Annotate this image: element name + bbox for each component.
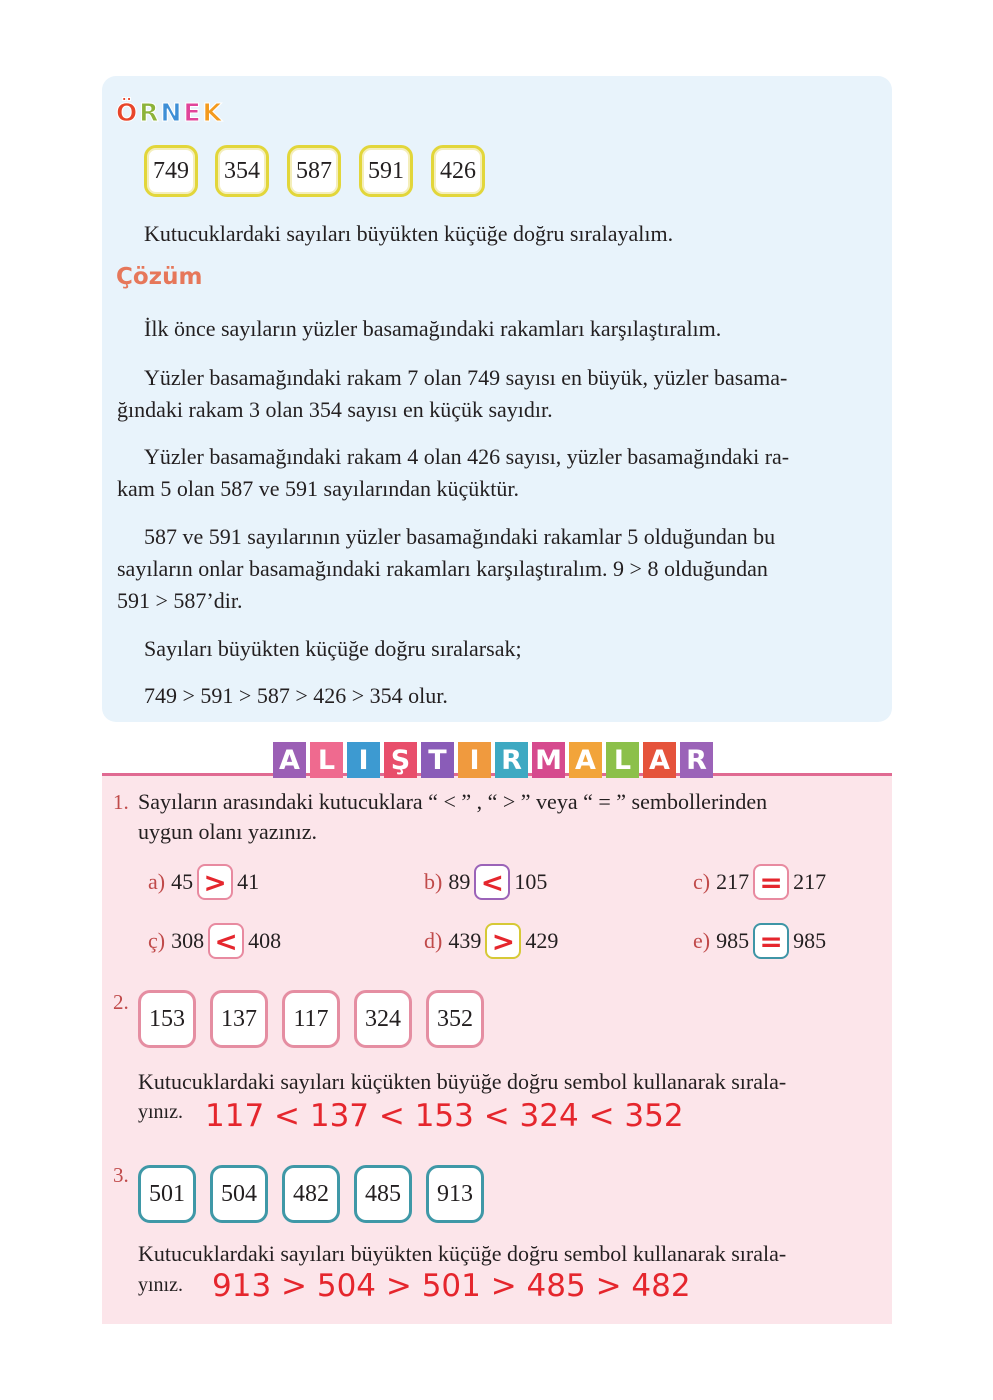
answer-text: 913 > 504 > 501 > 485 > 482 <box>212 1268 691 1304</box>
exercise-title-letter: L <box>606 742 639 778</box>
right-number: 41 <box>237 869 260 894</box>
solution-result: 749 > 591 > 587 > 426 > 354 olur. <box>144 683 448 708</box>
solution-title: Çözüm <box>116 264 203 290</box>
solution-paragraph-1: İlk önce sayıların yüzler basamağındaki rakamları karşılaştıralım. <box>144 316 722 341</box>
example-question: Kutucuklardaki sayıları büyükten küçüğe doğru sıralayalım. <box>144 221 674 246</box>
exercise-title-letter: T <box>421 742 454 778</box>
right-number: 429 <box>525 928 559 953</box>
title-letter: E <box>183 98 203 127</box>
solution-paragraph-4c: 591 > 587’dir. <box>117 588 243 613</box>
exercise-title-letter: Ş <box>384 742 417 778</box>
solution-paragraph-3b: kam 5 olan 587 ve 591 sayılarından küçüktür. <box>117 476 520 501</box>
left-number: 89 <box>448 869 471 894</box>
symbol-box[interactable]: > <box>485 923 521 959</box>
question-number: 1. <box>113 790 129 814</box>
item-label: ç) <box>148 928 166 953</box>
number-box: 504 <box>210 1165 268 1223</box>
exercise-title-letter: A <box>643 742 676 778</box>
number-box: 153 <box>138 990 196 1048</box>
number-box: 137 <box>210 990 268 1048</box>
number-box: 482 <box>282 1165 340 1223</box>
item-label: d) <box>424 928 443 953</box>
number-box: 501 <box>138 1165 196 1223</box>
example-title <box>116 98 224 127</box>
question-1-line-1: Sayıların arasındaki kutucuklara “ < ” , “ > ” veya “ = ” sembollerinden <box>138 789 768 814</box>
comparison-item <box>148 921 281 961</box>
exercise-title-letter: A <box>273 742 306 778</box>
left-number: 217 <box>716 869 750 894</box>
title-letter: N <box>160 98 184 127</box>
number-box: 913 <box>426 1165 484 1223</box>
question-3-line-2: yınız. <box>138 1274 183 1296</box>
solution-paragraph-2b: ğındaki rakam 3 olan 354 sayısı en küçük sayıdır. <box>117 397 553 422</box>
left-number: 439 <box>448 928 482 953</box>
solution-paragraph-4b: sayıların onlar basamağındaki rakamları karşılaştıralım. 9 > 8 olduğundan <box>117 556 768 581</box>
solution-paragraph-2a: Yüzler basamağındaki rakam 7 olan 749 sayısı en büyük, yüzler basama- <box>144 365 788 390</box>
question-number: 3. <box>113 1163 129 1187</box>
left-number: 45 <box>171 869 194 894</box>
title-letter: Ö <box>116 98 140 127</box>
number-box: 587 <box>287 145 341 197</box>
exercise-title-letter: I <box>458 742 491 778</box>
symbol-box[interactable]: < <box>474 864 510 900</box>
number-box: 485 <box>354 1165 412 1223</box>
number-box: 354 <box>215 145 269 197</box>
right-number: 408 <box>248 928 282 953</box>
solution-paragraph-4a: 587 ve 591 sayılarının yüzler basamağındaki rakamlar 5 olduğundan bu <box>144 524 776 549</box>
question-1-line-2: uygun olanı yazınız. <box>138 819 318 844</box>
comparison-item <box>693 862 826 902</box>
number-box: 117 <box>282 990 340 1048</box>
right-number: 105 <box>514 869 548 894</box>
exercise-title-letter: I <box>347 742 380 778</box>
title-letter: K <box>202 98 224 127</box>
item-label: c) <box>693 869 711 894</box>
exercise-title-letter: A <box>569 742 602 778</box>
comparison-item <box>424 921 558 961</box>
item-label: a) <box>148 869 166 894</box>
symbol-box[interactable]: < <box>208 923 244 959</box>
comparison-item <box>424 862 547 902</box>
left-number: 308 <box>171 928 205 953</box>
number-box: 352 <box>426 990 484 1048</box>
comparison-item <box>693 921 826 961</box>
exercise-title-letter: R <box>680 742 713 778</box>
question-2-line-1: Kutucuklardaki sayıları küçükten büyüğe doğru sembol kullanarak sırala- <box>138 1069 787 1094</box>
exercise-title-letter: M <box>532 742 565 778</box>
number-box: 324 <box>354 990 412 1048</box>
solution-paragraph-3a: Yüzler basamağındaki rakam 4 olan 426 sayısı, yüzler basamağındaki ra- <box>144 444 790 469</box>
question-number: 2. <box>113 990 129 1014</box>
symbol-box[interactable]: = <box>753 864 789 900</box>
right-number: 985 <box>793 928 827 953</box>
left-number: 985 <box>716 928 750 953</box>
question-3-line-1: Kutucuklardaki sayıları büyükten küçüğe doğru sembol kullanarak sırala- <box>138 1241 787 1266</box>
right-number: 217 <box>793 869 827 894</box>
number-box: 749 <box>144 145 198 197</box>
question-2-line-2: yınız. <box>138 1101 183 1123</box>
exercise-title-letter: R <box>495 742 528 778</box>
number-box: 426 <box>431 145 485 197</box>
solution-paragraph-5: Sayıları büyükten küçüğe doğru sıralarsak; <box>144 636 522 661</box>
symbol-box[interactable]: > <box>197 864 233 900</box>
comparison-item <box>148 862 259 902</box>
item-label: e) <box>693 928 711 953</box>
answer-text: 117 < 137 < 153 < 324 < 352 <box>205 1098 684 1134</box>
symbol-box[interactable]: = <box>753 923 789 959</box>
item-label: b) <box>424 869 443 894</box>
number-box: 591 <box>359 145 413 197</box>
exercise-title-letter: L <box>310 742 343 778</box>
title-letter: R <box>139 98 161 127</box>
